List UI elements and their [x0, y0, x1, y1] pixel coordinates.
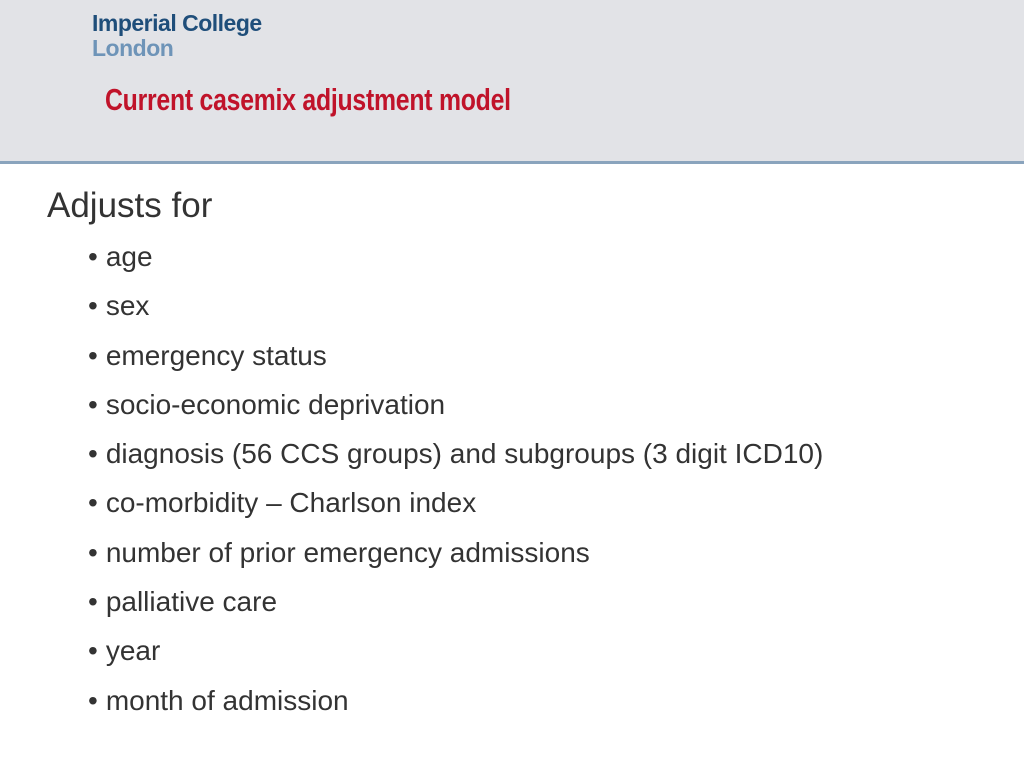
list-item-label: sex — [105, 290, 150, 322]
adjustment-factor-list — [47, 232, 823, 725]
bullet-icon: • — [88, 438, 98, 470]
list-item — [88, 626, 823, 675]
bullet-icon: • — [88, 635, 98, 667]
bullet-icon: • — [88, 487, 98, 519]
list-item — [88, 281, 823, 330]
list-item-label: diagnosis (56 CCS groups) and subgroups (3 digit ICD10) — [105, 438, 824, 470]
imperial-college-logo — [92, 11, 262, 61]
bullet-icon: • — [88, 536, 98, 568]
list-item — [88, 478, 823, 527]
logo-line-1: Imperial College — [92, 10, 262, 36]
list-item — [88, 528, 823, 577]
list-item-label: year — [105, 635, 161, 667]
bullet-icon: • — [88, 684, 98, 716]
bullet-icon: • — [88, 241, 98, 272]
list-item-label: palliative care — [105, 586, 278, 618]
lead-text: Adjusts for — [47, 186, 213, 225]
list-item — [88, 577, 823, 626]
bullet-icon: • — [88, 290, 98, 322]
logo-line-2: London — [92, 35, 174, 61]
bullet-icon: • — [88, 586, 98, 618]
list-item-label: age — [105, 241, 153, 272]
list-item-label: socio-economic deprivation — [105, 388, 446, 420]
list-item — [88, 429, 823, 478]
list-item-label: emergency status — [105, 339, 327, 371]
bullet-icon: • — [88, 339, 98, 371]
list-item-label: number of prior emergency admissions — [105, 536, 590, 568]
list-item-label: co-morbidity – Charlson index — [105, 487, 477, 519]
list-item — [88, 232, 823, 281]
list-item — [88, 331, 823, 380]
list-item — [88, 380, 823, 429]
slide-header — [0, 0, 1024, 164]
list-item-label: month of admission — [105, 684, 349, 716]
bullet-icon: • — [88, 388, 98, 420]
slide-body — [47, 184, 823, 725]
slide-title: Current casemix adjustment model — [105, 82, 511, 117]
list-item — [88, 676, 823, 725]
